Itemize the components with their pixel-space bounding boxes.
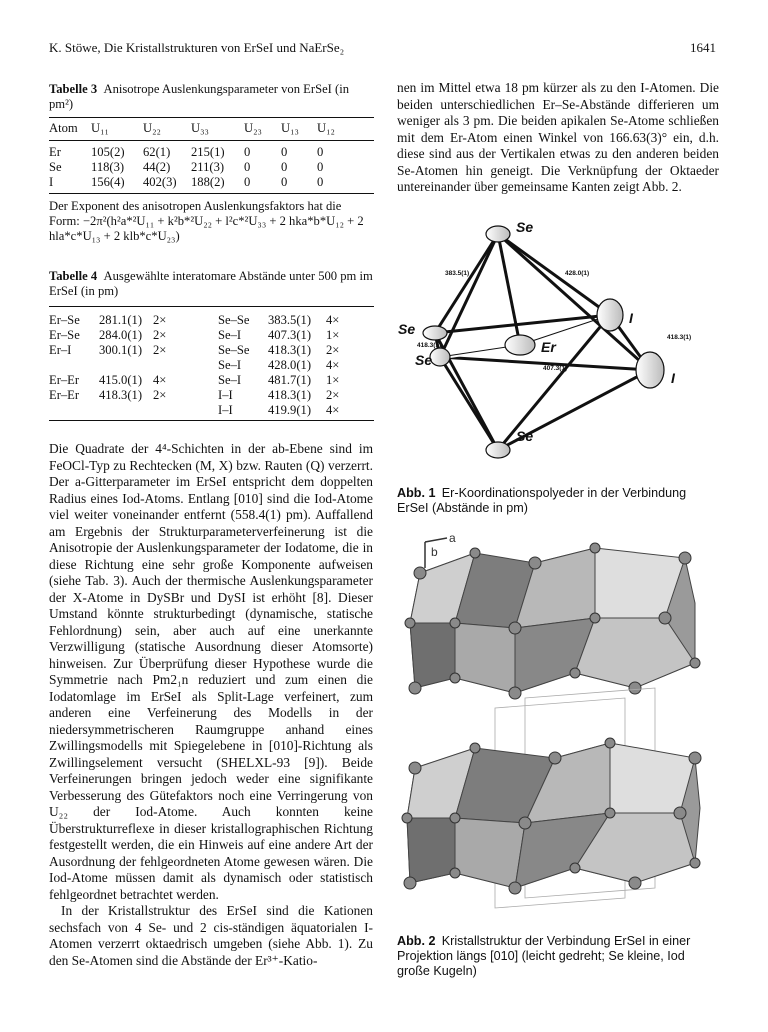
table-cell: 428.0(1) [268,358,312,372]
table-cell: Se [49,160,62,174]
right-body-text: nen im Mittel etwa 18 pm kürzer als zu den I-Atomen. Die beiden unterschiedlichen Er–Se-Abstände differieren um weniger als 3 pm. Die beiden apikalen Se-Atome schließen mit dem Er-Atom einen Winkel von 166.63(3)° ein, d.h. diese sind aus der Vertikalen etwas zu den anderen beiden Se-Atomen hin geneigt. Die Verknüpfung der Oktaeder untereinander über gemeinsame Kanten zeigt Abb. 2. [397,80,719,194]
label-er: Er [541,339,556,355]
table4-caption [49,269,374,299]
table3-header: U₁₂ [317,121,335,135]
table-cell: 407.3(1) [268,328,312,342]
figure1-caption-text: Er-Koordinationspolyeder in der Verbindung ErSeI (Abstände in pm) [397,486,687,515]
distance-label: 407.3(1) [543,365,568,372]
table4-top-rule [49,306,374,307]
table-cell: 1× [326,328,340,342]
table-cell: 2× [153,313,167,327]
table-row [49,373,166,388]
table4-caption-text: Ausgewählte interatomare Abstände unter 500 pm im ErSeI (in pm) [49,269,373,298]
atom-se-top [486,226,510,242]
atom-se-left-lower [430,348,450,366]
figure2-crystal-structure [395,528,717,926]
table-row [218,388,339,403]
table-cell: 0 [317,160,324,174]
table-row [49,160,349,175]
label-se-left: Se [398,321,416,337]
lower-layer [402,738,701,894]
atom-se-left-upper [423,326,447,340]
table-cell: 2× [153,343,167,357]
table-cell: 188(2) [191,175,225,189]
figure1-polyhedron [395,215,720,480]
table3-note: Der Exponent des anisotropen Auslenkungsfaktors hat die Form: −2π²(h²a*²U₁₁ + k²b*²U₂₂ + l²c*²U₃₃ + 2 hka*b*U₁₂ + 2 hla*c*U₁₃ + 2 klb*c*U₂₃) [49,199,364,243]
table4-left [49,313,166,403]
table-row [218,313,339,328]
figure2-caption-text: Kristallstruktur der Verbindung ErSeI in einer Projektion längs [010] (leicht gedreht; Se kleine, Iod große Kugeln) [397,934,691,978]
atom-se-bottom [486,442,510,458]
figure1-label: Abb. 1 [397,486,436,500]
table3-header: U₁₃ [281,121,299,135]
table-cell: I–I [218,403,233,417]
atom-i-upper [597,299,623,331]
table-cell: 281.1(1) [99,313,143,327]
table-cell: 0 [317,175,324,189]
atom-er [505,335,535,355]
table-row [49,175,349,190]
table3-body [49,145,349,190]
table-cell: 105(2) [91,145,125,159]
table-cell: Se–I [218,328,242,342]
table-row [49,145,349,160]
table-cell: 481.7(1) [268,373,312,387]
table-cell: 1× [326,373,340,387]
table-cell: Er–Er [49,388,80,402]
table3-caption-text: Anisotrope Auslenkungsparameter von ErSeI (in pm²) [49,82,349,111]
table-cell: 44(2) [143,160,171,174]
table3-header: U₂₃ [244,121,262,135]
table-cell: 2× [326,343,340,357]
table-cell [99,358,153,373]
table3-header: Atom [49,121,78,135]
table-cell: 4× [326,403,340,417]
table-row [218,373,339,388]
table-cell: 418.3(1) [99,388,143,402]
table-cell: 418.3(1) [268,388,312,402]
table-cell: 215(1) [191,145,225,159]
table-row [49,388,166,403]
table3-header-rule [49,140,374,141]
table-cell: 4× [326,313,340,327]
table-cell: I–I [218,388,233,402]
page-number: 1641 [690,40,716,55]
table4-right [218,313,339,418]
table3-bottom-rule [49,193,374,194]
table-cell: 0 [244,175,251,189]
table-cell: I [49,175,54,189]
table-row [218,328,339,343]
table-cell: Er–Er [49,373,80,387]
table3-caption [49,82,374,112]
table-cell: 0 [244,145,251,159]
table-row [218,403,339,418]
upper-layer [405,543,700,699]
table-row [218,358,339,373]
table-cell: 415.0(1) [99,373,143,387]
label-se-bottom: Se [516,428,534,444]
table-cell: 118(3) [91,160,125,174]
label-se-top: Se [516,219,534,235]
table-cell: 211(3) [191,160,225,174]
table-cell: 0 [281,175,288,189]
table-cell: 300.1(1) [99,343,143,357]
table-row [49,343,166,358]
table-cell: Se–Se [218,343,250,357]
table-row [218,343,339,358]
distance-label: 418.3(1) [417,342,442,349]
table-cell: Er–Se [49,313,80,327]
axis-label-a: a [449,531,456,545]
table-cell: Se–I [218,358,242,372]
table3-header-row [49,121,349,136]
distance-label: 383.5(1) [445,270,470,277]
table-cell [49,358,99,373]
table-cell: Er–Se [49,328,80,342]
paragraph: In der Kristallstruktur des ErSeI sind die Kationen sechsfach von 4 Se- und 2 cis-ständigen äquatorialen I-Atomen verzerrt oktaedrisch umgeben (siehe Abb. 1). Zu den Se-Atomen sind die Abstände der Er³⁺-Katio- [49,903,373,968]
table-cell: Er–I [49,343,72,357]
axis-label-b: b [431,545,438,559]
table3-label: Tabelle 3 [49,82,98,96]
table-cell: 4× [153,373,167,387]
table-cell: 383.5(1) [268,313,312,327]
distance-label: 428.0(1) [565,270,590,277]
table-row [49,358,166,373]
table-cell: 0 [281,160,288,174]
table-cell: 284.0(1) [99,328,143,342]
table4-bottom-rule [49,420,374,421]
left-body-text [49,441,373,969]
table4-label: Tabelle 4 [49,269,98,283]
running-header: K. Stöwe, Die Kristallstrukturen von ErSeI und NaErSe₂ [49,40,345,55]
figure2-caption [397,934,719,979]
table-cell: Er [49,145,61,159]
table-cell: 0 [317,145,324,159]
table-cell: Se–Se [218,313,250,327]
paragraph: Die Quadrate der 4⁴-Schichten in der ab-Ebene sind im FeOCl-Typ zu Rechtecken (M, X) bzw. Rauten (Q) verzerrt. Der a-Gitterparameter im ErSeI entspricht dem doppelten Radius eines Iod-Atoms. Entlang [010] sind die Iod-Atome viel weiter voneinander entfernt (558.4(1) pm). Auffallend am Ergebnis der Strukturparameterverfeinerung ist die Anisotropie der Auslenkungsparameter der Iodatome, die in diese Richtung eine sehr große Komponente aufweisen (siehe Tab. 3). Auch der thermische Auslenkungsparameter der X-Atome in DySBr und DySI ist erhöht [8]. Dieser Umstand könnte strukturbedingt (dynamische, statische Fehlordnung) sein, aber auch auf eine unerkannte Verzwilligung (statische Ausordnung dieser Atomsorte) hinweisen. Zur Überprüfung dieser Hypothese wurde die Symmetrie nach Pm2₁n reduziert und zum einen die Iodatomlage im ErSeI als Split-Lage verfeinert, zum anderen eine Verfeinerung des Modells in der niedersymmetrischeren Raumgruppe anhand eines Zwillingsmodells mit Spiegelebene in [010]-Richtung als Zwillingselement versucht (SHELXL-93 [9]). Beide Verfeinerungen bringen jedoch weder eine signifikante Verbesserung des Gütefaktors noch eine Verringerung von U₂₂ der Iod-Atome. Auch konnten keine Überstrukturreflexe in dieser kristallographischen Richtung festgestellt werden, die ein Hinweis auf eine andere Art der Ausordnung der fehlgeordneten Atome gewesen wären. Die Iod-Atome müssen damit als dynamisch oder statistisch fehlgeordnet betrachtet werden. [49,441,373,902]
atom-i-lower [636,352,664,388]
figure2-label: Abb. 2 [397,934,436,948]
table-cell: 402(3) [143,175,177,189]
table3-header: U₂₂ [143,121,161,135]
table-cell: 418.3(1) [268,343,312,357]
table-cell: 2× [326,388,340,402]
table-cell: 0 [244,160,251,174]
table3-header: U₁₁ [91,121,109,135]
label-se-left2: Se [415,352,433,368]
table3-top-rule [49,117,374,118]
table3 [49,121,349,136]
table-cell: 419.9(1) [268,403,312,417]
table-cell: Se–I [218,373,242,387]
table-cell: 2× [153,388,167,402]
table-cell: 4× [326,358,340,372]
label-i-lower: I [671,370,675,386]
table-cell [153,358,166,373]
distance-label: 418.3(1) [667,334,692,341]
figure1-caption [397,486,719,516]
table-cell: 0 [281,145,288,159]
table3-header: U₃₃ [191,121,209,135]
table-cell: 62(1) [143,145,171,159]
label-i-upper: I [629,310,633,326]
table-cell: 2× [153,328,167,342]
table-row [49,328,166,343]
table-row [49,313,166,328]
table-cell: 156(4) [91,175,125,189]
